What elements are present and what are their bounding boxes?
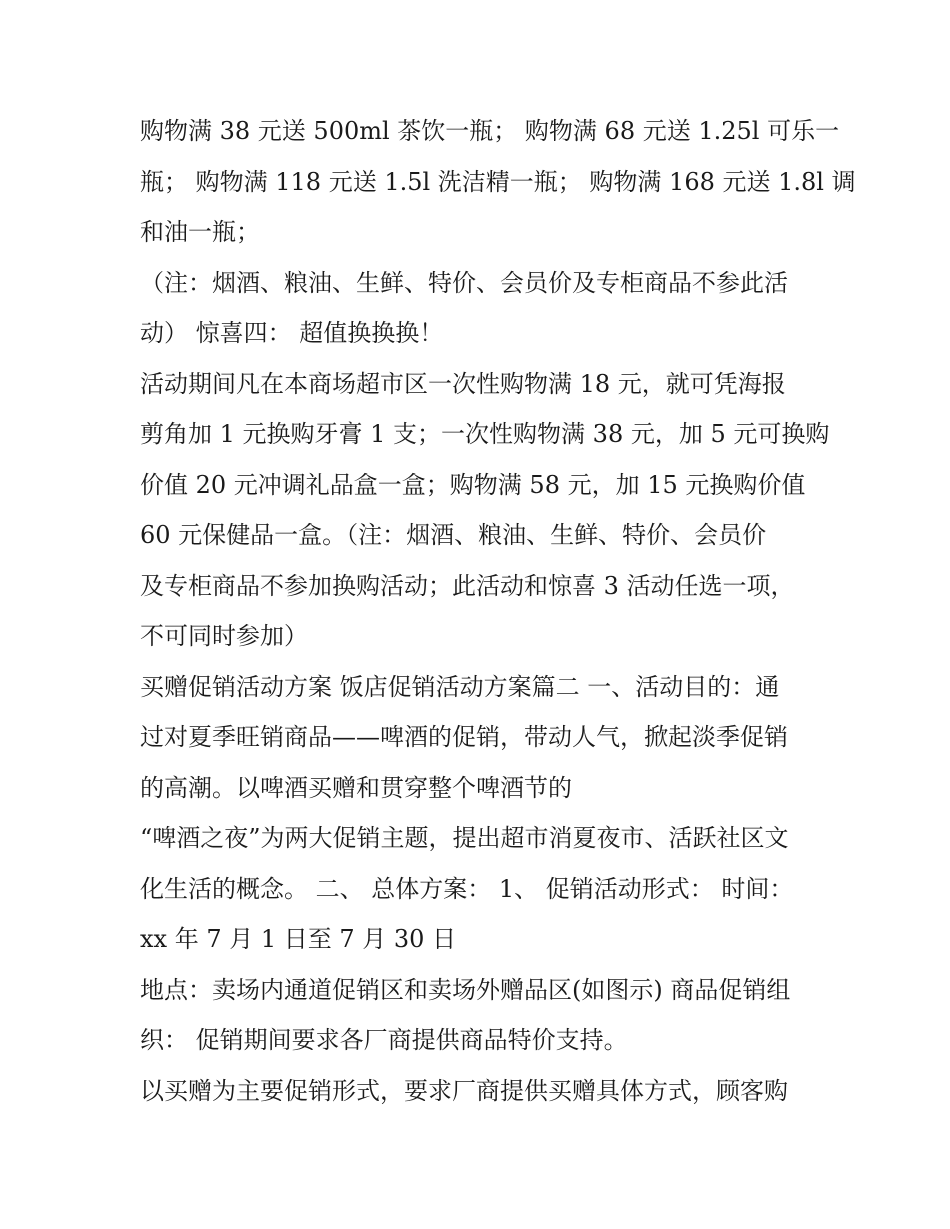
text-line: 的高潮。以啤酒买赠和贯穿整个啤酒节的: [140, 773, 572, 802]
text-line: 60 元保健品一盒。（注：烟酒、粮油、生鲜、特价、会员价: [140, 521, 767, 549]
text-line: 购物满 38 元送 500ml 茶饮一瓶； 购物满 68 元送 1.25l 可乐一: [140, 117, 840, 145]
text-line: “啤酒之夜”为两大促销主题，提出超市消夏夜市、活跃社区文: [140, 824, 789, 852]
text-line: 及专柜商品不参加换购活动；此活动和惊喜 3 活动任选一项，: [140, 571, 795, 600]
text-line: 化生活的概念。 二、 总体方案： 1、 促销活动形式： 时间：: [140, 874, 794, 903]
text-line: 织： 促销期间要求各厂商提供商品特价支持。: [140, 1026, 628, 1054]
text-line: （注：烟酒、粮油、生鲜、特价、会员价及专柜商品不参此活: [140, 268, 788, 297]
text-line: 买赠促销活动方案 饭店促销活动方案篇二 一、活动目的：通: [140, 672, 780, 701]
text-line: 不可同时参加）: [140, 622, 308, 650]
text-line: xx 年 7 月 1 日至 7 月 30 日: [140, 925, 457, 953]
text-line: 活动期间凡在本商场超市区一次性购物满 18 元，就可凭海报: [140, 369, 786, 398]
text-line: 地点：卖场内通道促销区和卖场外赠品区(如图示) 商品促销组: [140, 975, 791, 1004]
text-line: 过对夏季旺销商品——啤酒的促销，带动人气，掀起淡季促销: [140, 723, 788, 751]
body-text: [140, 106, 856, 1116]
text-line: 以买赠为主要促销形式，要求厂商提供买赠具体方式，顾客购: [140, 1076, 788, 1105]
text-line: 价值 20 元冲调礼品盒一盒；购物满 58 元，加 15 元换购价值: [140, 470, 806, 499]
text-line: 瓶； 购物满 118 元送 1.5l 洗洁精一瓶； 购物满 168 元送 1.8l 调: [140, 167, 856, 196]
text-line: 剪角加 1 元换购牙膏 1 支；一次性购物满 38 元，加 5 元可换购: [140, 420, 830, 448]
text-line: 和油一瓶；: [140, 218, 260, 246]
text-line: 动） 惊喜四： 超值换换换！: [140, 319, 444, 347]
